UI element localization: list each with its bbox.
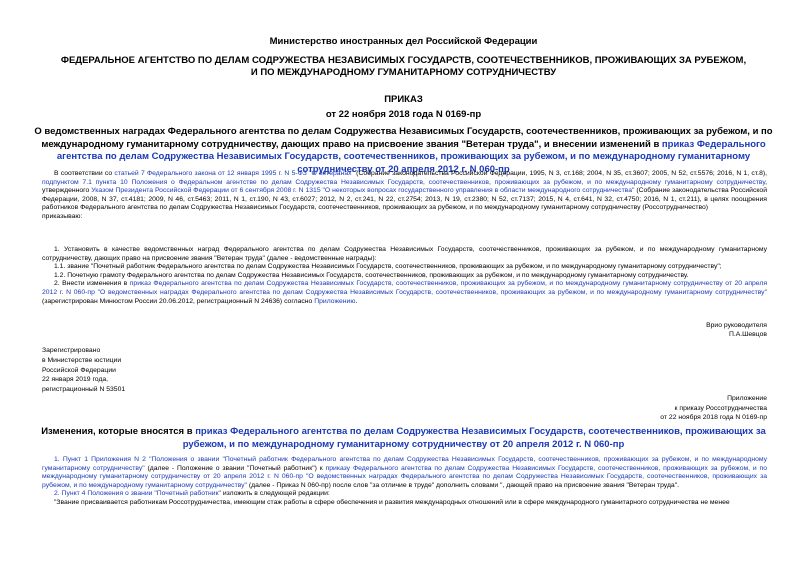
- agency-heading: ФЕДЕРАЛЬНОЕ АГЕНТСТВО ПО ДЕЛАМ СОДРУЖЕСТВА НЕЗАВИСИМЫХ ГОСУДАРСТВ, СООТЕЧЕСТВЕННИКОВ, ПРОЖИВАЮЩИХ ЗА РУБЕЖОМ, И ПО МЕЖДУНАРОДНОМУ ГУМАНИТАРНОМУ СОТРУДНИЧЕСТВУ: [60, 55, 747, 78]
- appendix-title: [0, 426, 807, 451]
- order-word: приказываю:: [42, 212, 83, 220]
- doc-title-text: О ведомственных наградах Федерального агентства по делам Содружества Независимых Государств, соотечественников, проживающих за рубежом, и по международному гуманитарному сотрудничеству, дающих право на присвоение звания "Ветеран труда", и внесении изменений в: [34, 126, 773, 150]
- doc-date: от 22 ноября 2018 года N 0169-пр: [325, 109, 482, 120]
- preamble-text-3: , утвержденного: [42, 178, 767, 195]
- registration-line: 22 января 2019 года,: [42, 376, 109, 384]
- registration-line: регистрационный N 53501: [42, 386, 126, 394]
- appendix-title-link[interactable]: приказ Федерального агентства по делам Содружества Независимых Государств, соотечественников, проживающих за рубежом, и по международному гуманитарному сотрудничеству от 20 апреля 2012 г. N 060-пр: [182, 426, 766, 450]
- appendix-link[interactable]: Приложению: [314, 297, 356, 305]
- preamble: [42, 170, 767, 222]
- signature-block: [706, 321, 767, 339]
- regulation-title-link[interactable]: 1. Пункт 1 Приложения N 2 "Положения о звании "Почетный работник Федерального агентства по делам Содружества Независимых Государств, соотечественников, проживающих за рубежом, и по международному гуманитарному сотрудничеству": [42, 456, 767, 472]
- law-link[interactable]: статьей 7 Федерального закона от 12 января 1995 г. N 5-ФЗ "О ветеранах": [114, 170, 354, 177]
- registration-line: в Министерстве юстиции: [42, 356, 122, 364]
- signature-name: П.А.Шевцов: [728, 331, 767, 338]
- item-2-text-1: 2. Внести изменения в: [54, 280, 130, 288]
- registration-block: [42, 346, 125, 395]
- appendix-label: Приложение: [727, 395, 767, 402]
- item-1-1: 1.1. звание "Почетный работник Федерального агентства по делам Содружества Независимых Государств, соотечественников, проживающих за рубежом, и по международному гуманитарному сотрудничеству";: [54, 263, 722, 271]
- doc-title-link[interactable]: приказ Федерального агентства по делам Содружества Независимых Государств, соотечественников, проживающих за рубежом, и по международному гуманитарному сотрудничеству от 20 апреля 2012 г. N 060-пр: [56, 138, 766, 175]
- item-1: 1. Установить в качестве ведомственных наград Федерального агентства по делам Содружества Независимых Государств, соотечественников, проживающих за рубежом, и по международному гуманитарному сотрудничеству, дающих право на присвоение звания "Ветеран труда" (далее - ведомственные награды):: [42, 246, 767, 262]
- item-2-text-2: (зарегистрирован Минюстом России 20.06.2012, регистрационный N 24636) согласно: [42, 297, 315, 305]
- appendix-to-order: к приказу Россотрудничества: [674, 404, 767, 412]
- item-1-2: 1.2. Почетную грамоту Федерального агентства по делам Содружества Независимых Государств, соотечественников, проживающих за рубежом, и по международному гуманитарному сотрудничеству.: [54, 271, 689, 279]
- appendix-p1-text-2: (далее - Приказ N 060-пр) после слов "за отличие в труде" дополнить словами ", дающей право на присвоение звания "Ветеран труда".: [246, 481, 680, 489]
- doc-type: ПРИКАЗ: [384, 94, 423, 105]
- appendix-paragraph-3: "Звание присваивается работникам Россотрудничества, имеющим стаж работы в сфере обеспечения и развития международных отношений или в сфере международного гуманитарного сотрудничества не менее: [54, 498, 730, 506]
- item-2-text-3: .: [355, 297, 358, 305]
- order-060-link-2[interactable]: приказу Федерального агентства по делам Содружества Независимых Государств, соотечественников, проживающих за рубежом, и по международному гуманитарному сотрудничеству от 20 апреля 2012 г. N 060-пр "О ведомственных наградах Федерального агентства по делам Содружества Независимых Государств, соотечественников, проживающих за рубежом, и по международному гуманитарному сотрудничеству": [42, 464, 767, 489]
- preamble-text-2: (Собрание законодательства Российской Федерации, 1995, N 3, ст.168; 2004, N 35, ст.3607; 2005, N 52, ст.5576; 2016, N 1, ст.8),: [353, 170, 767, 177]
- registration-line: Российской Федерации: [42, 366, 116, 374]
- appendix-paragraph-2: [42, 490, 767, 499]
- signature-position: Врио руководителя: [706, 322, 767, 329]
- appendix-title-text: Изменения, которые вносятся в: [41, 426, 196, 437]
- ministry-heading: Министерство иностранных дел Российской Федерации: [269, 36, 538, 47]
- appendix-body: [42, 456, 767, 508]
- preamble-paragraph: [42, 170, 767, 213]
- regulation-link[interactable]: подпунктом 7.1 пункта 10 Положения о Федеральном агентстве по делам Содружества Независимых Государств, соотечественников, проживающих за рубежом, и по международному гуманитарному сотрудничеству: [42, 178, 766, 186]
- registration-line: Зарегистрировано: [42, 347, 101, 354]
- order-items: [42, 246, 767, 306]
- item-2: [42, 280, 767, 306]
- appendix-header: [660, 394, 767, 423]
- doc-title: [0, 126, 807, 176]
- order-060-link[interactable]: приказ Федерального агентства по делам Содружества Независимых Государств, соотечественников, проживающих за рубежом, и по международному гуманитарному сотрудничеству от 20 апреля 2012 г. N 060-пр "О ведомственных наградах Федерального агентства по делам Содружества Независимых Государств, соотечественников, проживающих за рубежом, и по международному гуманитарному сотрудничеству": [42, 280, 767, 296]
- appendix-date: от 22 ноября 2018 года N 0169-пр: [660, 414, 767, 421]
- appendix-paragraph-1: [42, 456, 767, 490]
- decree-link[interactable]: Указом Президента Российской Федерации от 6 сентября 2008 г. N 1315 "О некоторых вопросах государственного управления в области международного сотрудничества": [91, 187, 635, 195]
- point-4-link[interactable]: 2. Пункт 4 Положения о звании "Почетный работник": [54, 490, 221, 498]
- preamble-text-4: (Собрание законодательства Российской Федерации, 2008, N 37, ст.4181; 2009, N 46, ст.5463; 2011, N 1, ст.190, N 43, ст.6027; 2012, N 2, ст.241, N 22, ст.2754; 2013, N 19, ст.2380; N 52, ст.7137; 2015, N 4, ст.641, N 32, ст.4750; 2016, N 1, ст.211), в целях поощрения работников Федерального агентства по делам Содружества Независимых Государств, соотечественников, проживающих за рубежом, и по международному гуманитарному сотрудничеству (Россотрудничество): [42, 187, 768, 212]
- appendix-p2-text: изложить в следующей редакции:: [220, 490, 330, 498]
- appendix-p1-text-1: (далее - Положение о звании "Почетный работник") к: [144, 464, 326, 472]
- preamble-text-1: В соответствии со: [54, 170, 115, 177]
